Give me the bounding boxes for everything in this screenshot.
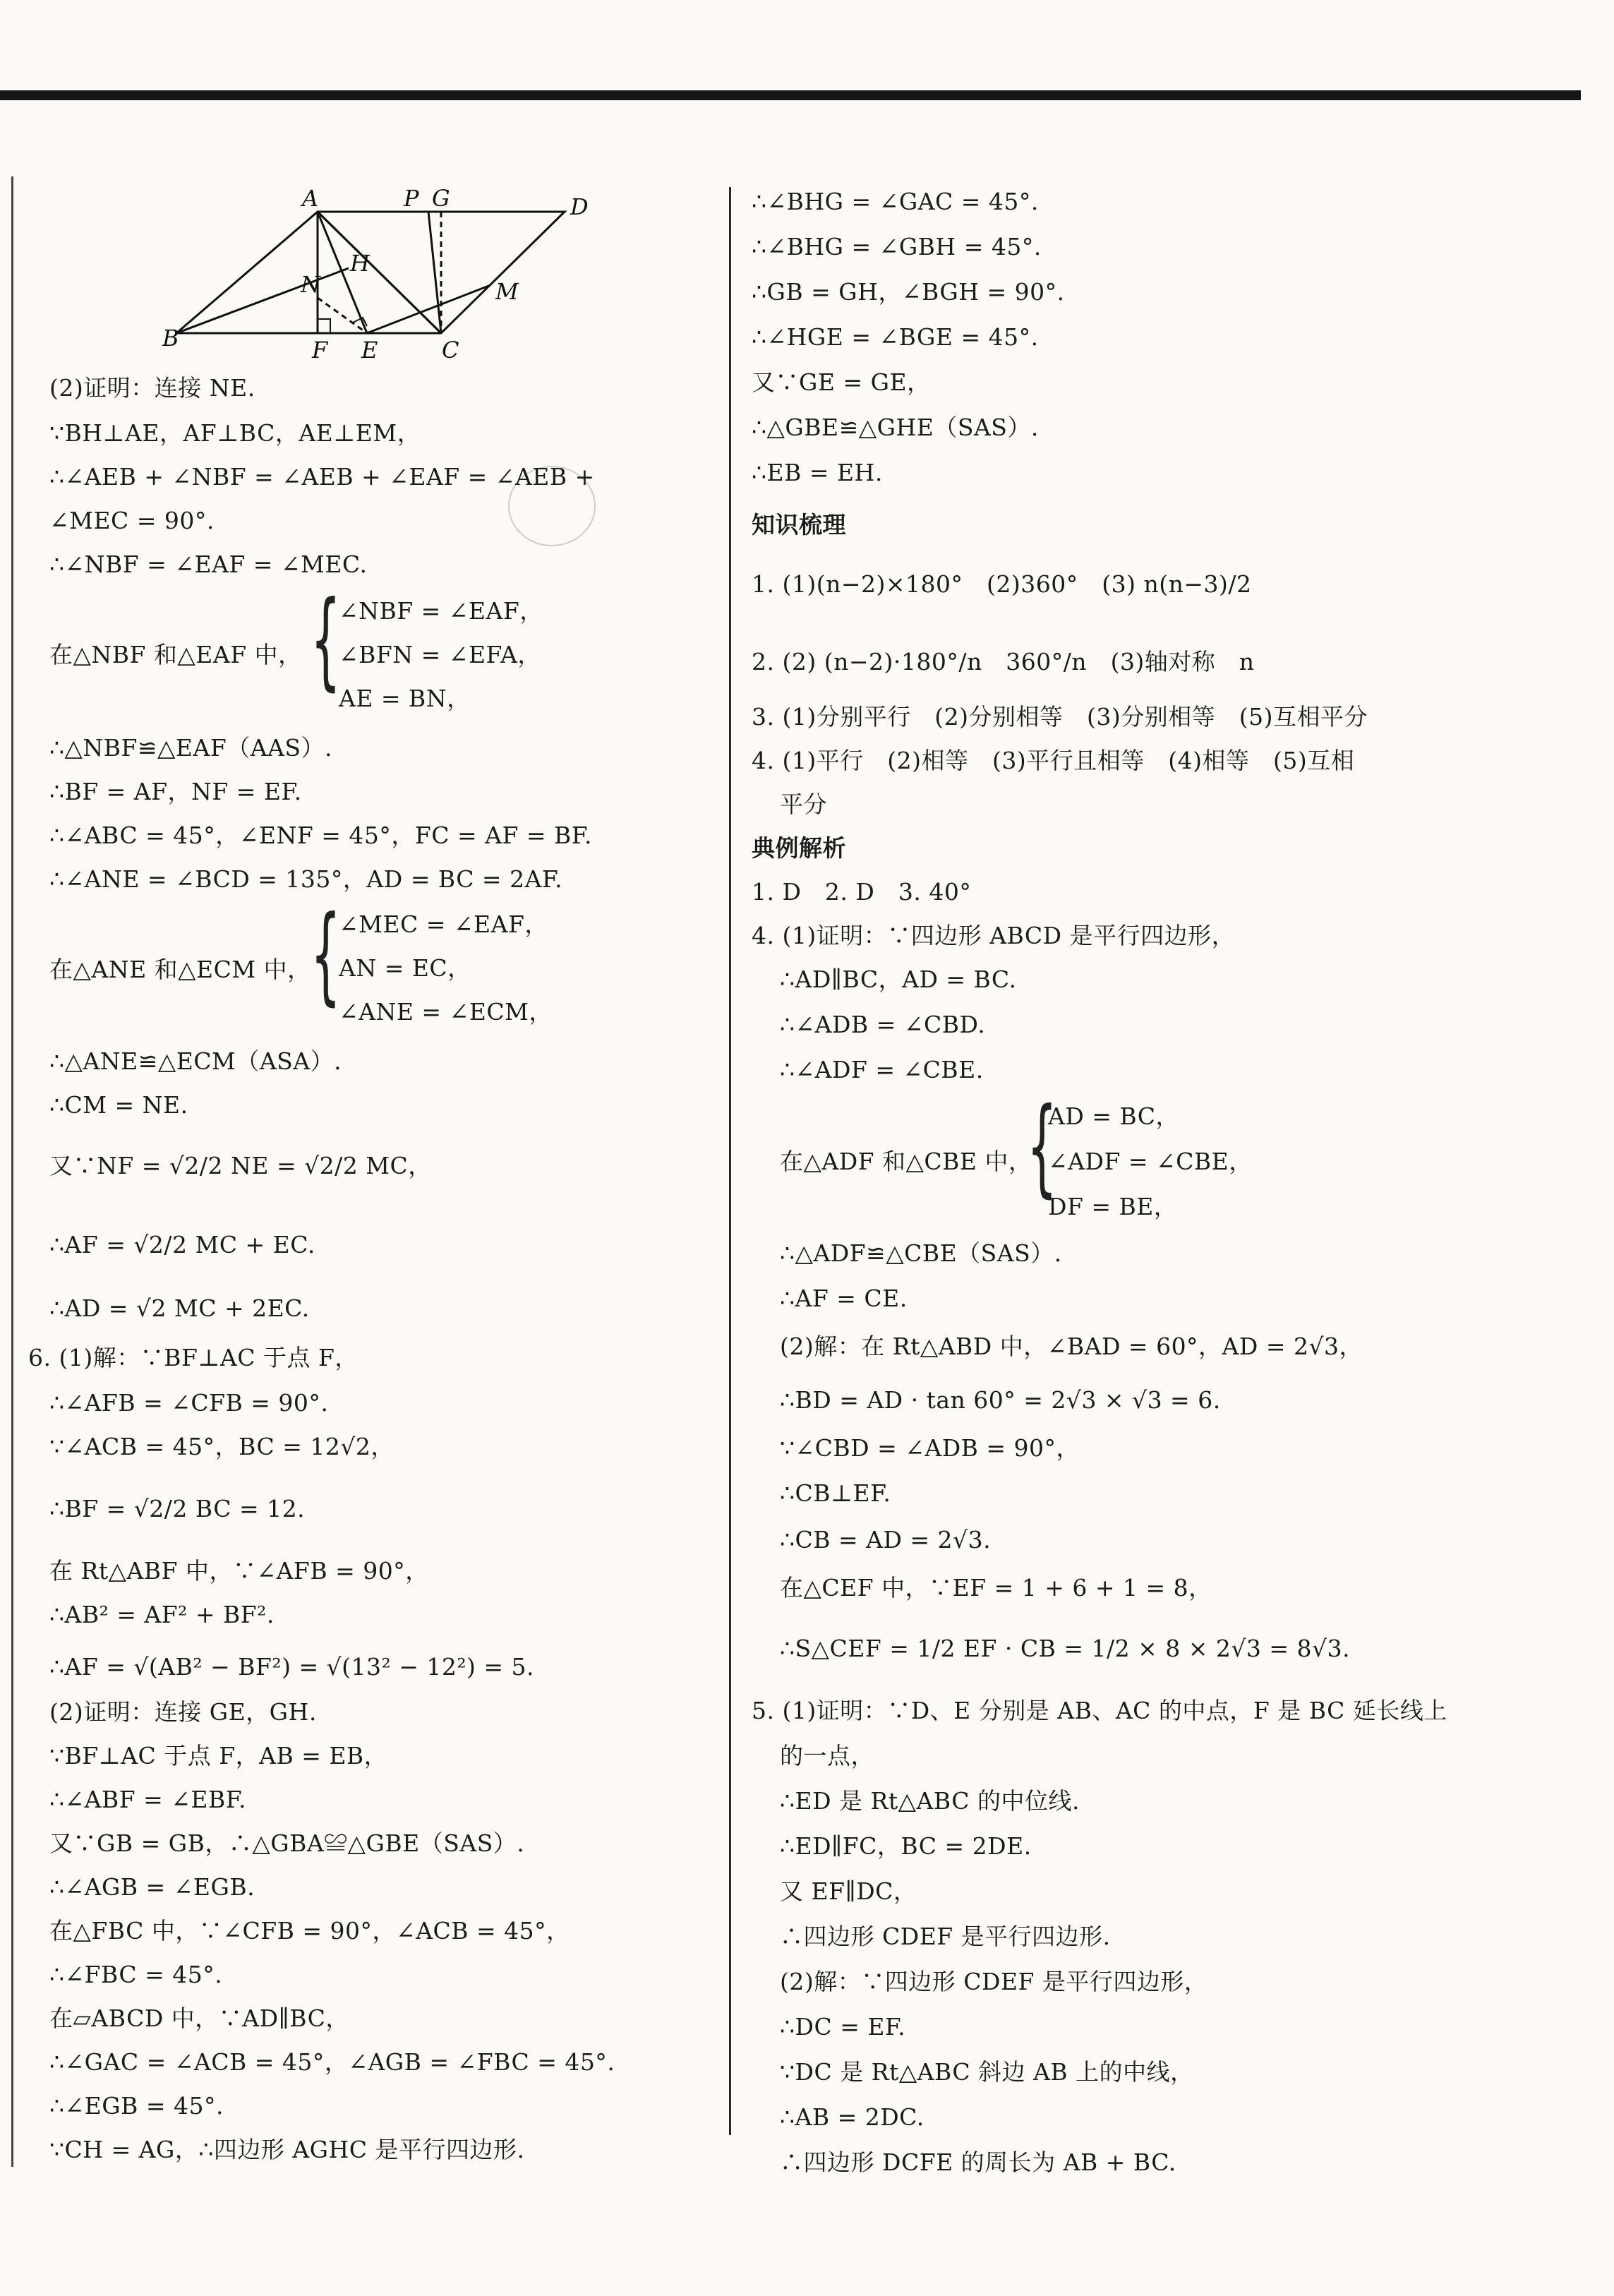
text-line: ∴∠ADB = ∠CBD. — [780, 1011, 986, 1038]
answer-line: 1. D 2. D 3. 40° — [752, 878, 972, 906]
text-line: 的一点， — [780, 1742, 874, 1769]
text-line: ∴S△CEF = 1/2 EF · CB = 1/2 × 8 × 2√3 = 8√3. — [780, 1635, 1351, 1662]
text-line: ∠NBF = ∠EAF， — [339, 597, 543, 625]
text-line: ∴∠BHG = ∠GAC = 45°. — [752, 188, 1039, 215]
text-line: ∵BF⊥AC 于点 F，AB = EB， — [49, 1742, 388, 1769]
answer-line: 4. (1)平行 (2)相等 (3)平行且相等 (4)相等 (5)互相 — [752, 747, 1355, 774]
text-line: ∵CH = AG，∴四边形 AGHC 是平行四边形. — [49, 2136, 525, 2163]
label-a: A — [302, 185, 319, 212]
text-line: ∴∠AEB + ∠NBF = ∠AEB + ∠EAF = ∠AEB + — [49, 463, 595, 491]
question-5: 5. (1)证明：∵D、E 分别是 AB、AC 的中点，F 是 BC 延长线上 — [752, 1697, 1447, 1724]
text-line: (2)解：∵四边形 CDEF 是平行四边形， — [780, 1968, 1208, 1995]
text-line: ∴∠HGE = ∠BGE = 45°. — [752, 323, 1039, 351]
system-brace: { — [311, 894, 341, 1016]
text-line: ∴△NBF≌△EAF（AAS）. — [49, 734, 333, 762]
text-line: ∴ED∥FC，BC = 2DE. — [780, 1832, 1032, 1860]
text-line: ∠ADF = ∠CBE， — [1048, 1148, 1253, 1175]
text-line: 在△ADF 和△CBE 中， — [780, 1148, 1032, 1175]
text-line: ∴DC = EF. — [780, 2013, 906, 2040]
text-line: AN = EC， — [339, 954, 471, 982]
text-line: ∴四边形 DCFE 的周长为 AB + BC. — [780, 2148, 1176, 2176]
text-line: ∠BFN = ∠EFA， — [339, 641, 541, 668]
text-line: AD = BC， — [1048, 1102, 1180, 1130]
text-line: ∴AD = √2 MC + 2EC. — [49, 1294, 310, 1322]
text-line: 又∵GE = GE， — [752, 368, 931, 396]
geometry-diagram — [162, 185, 614, 368]
text-line: 在△FBC 中，∵∠CFB = 90°，∠ACB = 45°， — [49, 1917, 570, 1945]
column-divider — [729, 187, 731, 2135]
text-line: ∴∠GAC = ∠ACB = 45°，∠AGB = ∠FBC = 45°. — [49, 2048, 615, 2076]
text-line: ∴CB = AD = 2√3. — [780, 1526, 992, 1553]
text-line: ∵∠CBD = ∠ADB = 90°， — [780, 1434, 1080, 1462]
text-line: ∴AB = 2DC. — [780, 2103, 925, 2131]
text-line: ∴∠ADF = ∠CBE. — [780, 1056, 984, 1083]
answer-line: 3. (1)分别平行 (2)分别相等 (3)分别相等 (5)互相平分 — [752, 703, 1368, 731]
text-line: ∴AF = √(AB² − BF²) = √(13² − 12²) = 5. — [49, 1653, 535, 1681]
label-d: D — [570, 193, 589, 220]
text-line: ∴△ADF≌△CBE（SAS）. — [780, 1239, 1062, 1267]
text-line: ∴EB = EH. — [752, 459, 883, 486]
text-line: ∴AF = √2/2 MC + EC. — [49, 1231, 315, 1258]
text-line: ∴△GBE≌△GHE（SAS）. — [752, 414, 1039, 441]
text-line: ∴AF = CE. — [780, 1285, 908, 1312]
left-margin-line — [11, 176, 13, 2167]
answer-line: 平分 — [780, 791, 827, 818]
text-line: ∴AB² = AF² + BF². — [49, 1601, 275, 1628]
text-line: ∴△ANE≌△ECM（ASA）. — [49, 1047, 342, 1075]
text-line: ∴BD = AD · tan 60° = 2√3 × √3 = 6. — [780, 1386, 1221, 1414]
text-line: ∴GB = GH，∠BGH = 90°. — [752, 278, 1065, 306]
question-6: 6. (1)解：∵BF⊥AC 于点 F， — [28, 1344, 359, 1371]
text-line: ∴∠NBF = ∠EAF = ∠MEC. — [49, 551, 368, 578]
label-n: N — [301, 271, 320, 298]
segment-pc — [428, 212, 441, 333]
text-line: ∴∠EGB = 45°. — [49, 2092, 224, 2120]
text-line: ∴∠ABC = 45°，∠ENF = 45°，FC = AF = BF. — [49, 822, 592, 849]
parallelogram-abcd — [176, 212, 565, 333]
text-line: ∴AD∥BC，AD = BC. — [780, 966, 1017, 993]
text-line: ∠ANE = ∠ECM， — [339, 998, 553, 1026]
text-line: ∵BH⊥AE，AF⊥BC，AE⊥EM， — [49, 419, 421, 447]
label-e: E — [361, 337, 378, 363]
system-brace: { — [311, 579, 341, 702]
text-line: ∴∠BHG = ∠GBH = 45°. — [752, 233, 1042, 260]
top-rule — [0, 90, 1581, 100]
text-line: ∴∠ANE = ∠BCD = 135°，AD = BC = 2AF. — [49, 865, 563, 893]
label-g: G — [432, 185, 450, 212]
text-line: 在▱ABCD 中，∵AD∥BC， — [49, 2005, 349, 2032]
text-line: DF = BE， — [1048, 1193, 1178, 1220]
section-heading: 知识梳理 — [752, 511, 846, 539]
text-line: ∴BF = AF，NF = EF. — [49, 778, 302, 805]
label-h: H — [350, 250, 370, 277]
section-heading: 典例解析 — [752, 834, 846, 862]
text-line: ∴∠AFB = ∠CFB = 90°. — [49, 1389, 329, 1417]
text-line: (2)解：在 Rt△ABD 中，∠BAD = 60°，AD = 2√3， — [780, 1333, 1363, 1360]
label-c: C — [442, 337, 459, 363]
text-line: 在△ANE 和△ECM 中， — [49, 956, 311, 983]
text-line: ∠MEC = ∠EAF， — [339, 910, 548, 938]
text-line: 又∵GB = GB，∴△GBA≌△GBE（SAS）. — [49, 1829, 525, 1857]
system-brace: { — [1027, 1086, 1057, 1208]
question-4: 4. (1)证明：∵四边形 ABCD 是平行四边形， — [752, 922, 1236, 949]
text-line: ∵DC 是 Rt△ABC 斜边 AB 上的中线， — [780, 2058, 1194, 2086]
text-line: ∴∠FBC = 45°. — [49, 1961, 223, 1988]
text-line: 又∵NF = √2/2 NE = √2/2 MC， — [49, 1152, 432, 1179]
text-line: ∴ED 是 Rt△ABC 的中位线. — [780, 1787, 1080, 1815]
label-b: B — [162, 325, 179, 351]
text-line: (2)证明：连接 GE，GH. — [49, 1698, 317, 1726]
text-line: AE = BN， — [339, 685, 471, 712]
text-line: ∴BF = √2/2 BC = 12. — [49, 1495, 306, 1522]
text-line: (2)证明：连接 NE. — [49, 374, 255, 402]
text-line: ∴CM = NE. — [49, 1091, 188, 1119]
label-p: P — [404, 185, 419, 212]
text-line: ∴∠AGB = ∠EGB. — [49, 1873, 255, 1901]
text-line: 在△NBF 和△EAF 中， — [49, 641, 302, 668]
text-line: ∴四边形 CDEF 是平行四边形. — [780, 1923, 1111, 1950]
segment-em — [367, 285, 490, 333]
answer-line: 2. (2) (n−2)·180°/n 360°/n (3)轴对称 n — [752, 648, 1255, 675]
segment-bh — [176, 268, 349, 333]
text-line: 又 EF∥DC， — [780, 1877, 917, 1905]
text-line: 在△CEF 中，∵EF = 1 + 6 + 1 = 8， — [780, 1574, 1212, 1601]
text-line: 在 Rt△ABF 中，∵∠AFB = 90°， — [49, 1557, 429, 1585]
label-f: F — [312, 337, 328, 363]
text-line: ∴CB⊥EF. — [780, 1479, 891, 1507]
label-m: M — [495, 278, 519, 305]
text-line: ∠MEC = 90°. — [49, 507, 215, 534]
text-line: ∵∠ACB = 45°，BC = 12√2， — [49, 1433, 395, 1460]
text-line: ∴∠ABF = ∠EBF. — [49, 1786, 246, 1813]
answer-line: 1. (1)(n−2)×180° (2)360° (3) n(n−3)/2 — [752, 570, 1252, 598]
